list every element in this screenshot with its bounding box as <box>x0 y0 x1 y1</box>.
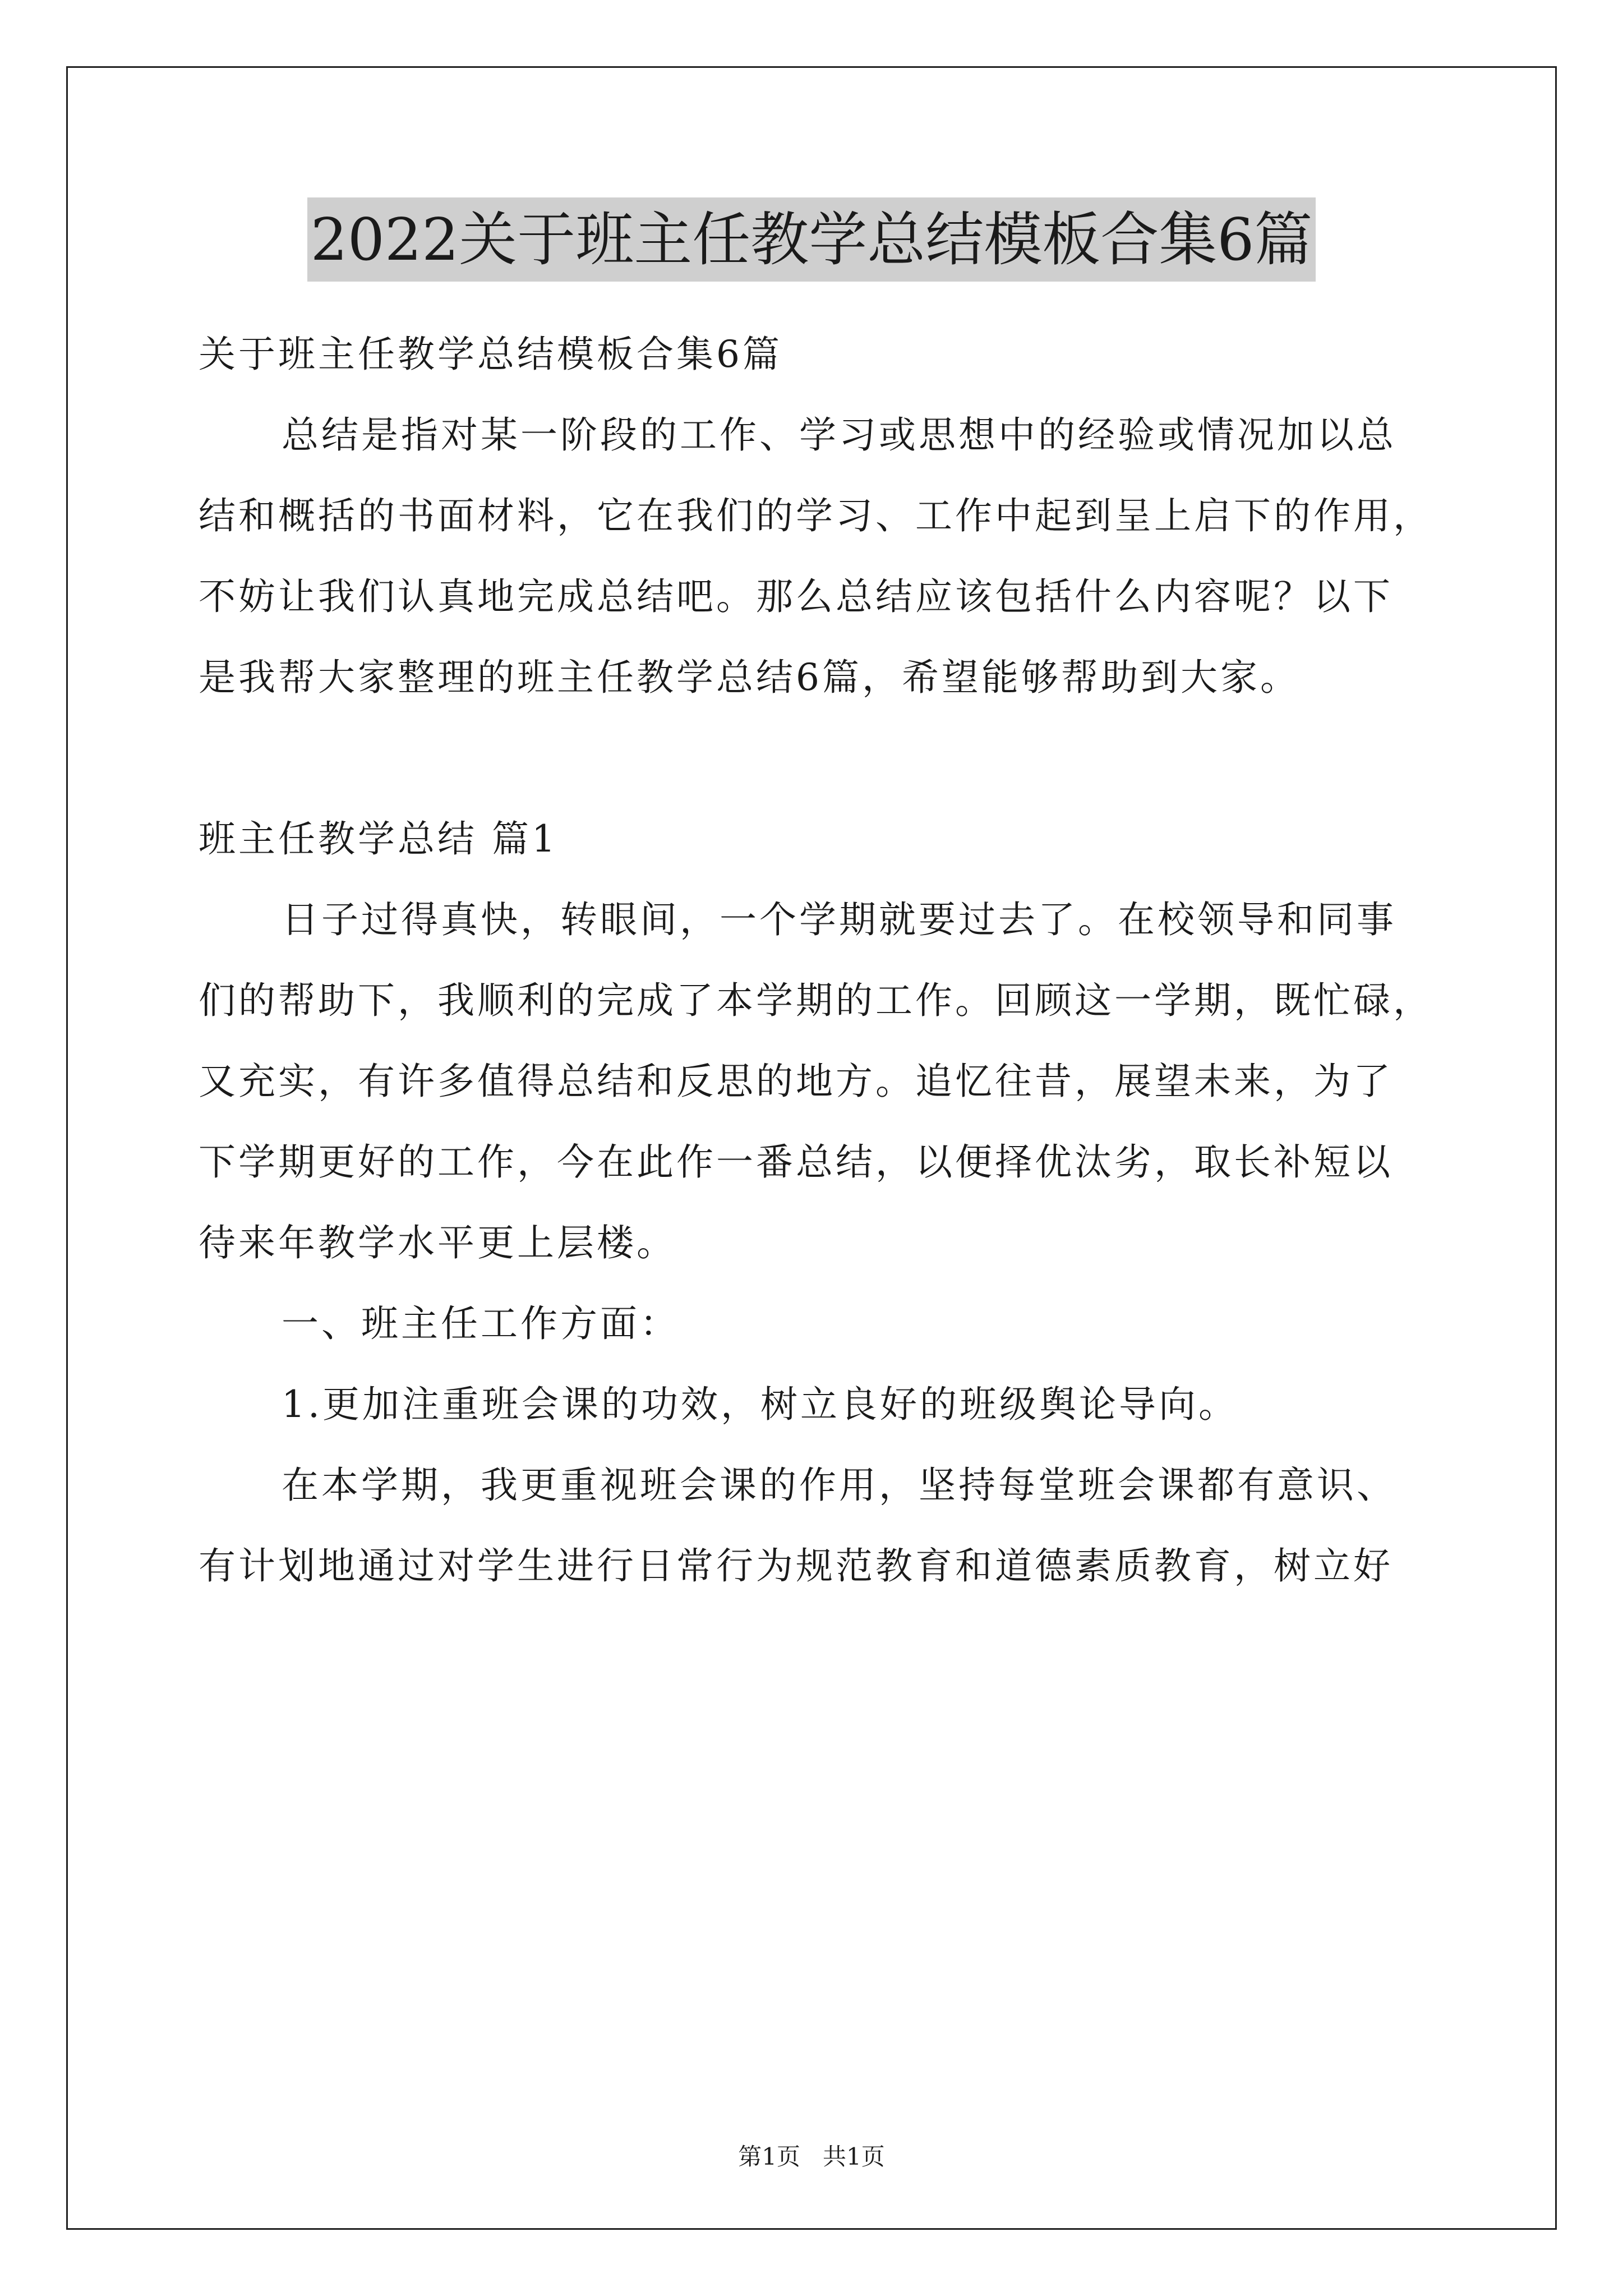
intro-line-4: 是我帮大家整理的班主任教学总结6篇，希望能够帮助到大家。 <box>199 656 1300 699</box>
body-line-5: 待来年教学水平更上层楼。 <box>199 1221 676 1264</box>
body-line-7: 有计划地通过对学生进行日常行为规范教育和道德素质教育，树立好 <box>199 1544 1393 1588</box>
subheading-line: 一、班主任工作方面： <box>282 1302 680 1345</box>
body-line-1: 日子过得真快，转眼间，一个学期就要过去了。在校领导和同事 <box>282 898 1396 941</box>
title-container <box>0 197 1623 282</box>
body-line-4: 下学期更好的工作，今在此作一番总结，以便择优汰劣，取长补短以 <box>199 1140 1393 1184</box>
body-line-2: 们的帮助下，我顺利的完成了本学期的工作。回顾这一学期，既忙碌， <box>199 979 1433 1022</box>
body-line-6: 在本学期，我更重视班会课的作用，坚持每堂班会课都有意识、 <box>282 1464 1396 1507</box>
document-body <box>199 314 1432 1607</box>
paragraph-gap <box>199 718 1432 799</box>
section-heading-1: 班主任教学总结 篇1 <box>199 817 558 861</box>
document-title: 2022关于班主任教学总结模板合集6篇 <box>307 197 1316 282</box>
intro-line-2: 结和概括的书面材料，它在我们的学习、工作中起到呈上启下的作用， <box>199 494 1433 537</box>
body-line-3: 又充实，有许多值得总结和反思的地方。追忆往昔，展望未来，为了 <box>199 1060 1393 1103</box>
intro-line-3: 不妨让我们认真地完成总结吧。那么总结应该包括什么内容呢？以下 <box>199 575 1393 618</box>
subtitle-line: 关于班主任教学总结模板合集6篇 <box>199 333 782 376</box>
intro-line-1: 总结是指对某一阶段的工作、学习或思想中的经验或情况加以总 <box>282 413 1396 457</box>
page-footer: 第1页 共1页 <box>738 2143 885 2170</box>
numbered-item-1: 1.更加注重班会课的功效，树立良好的班级舆论导向。 <box>282 1383 1238 1426</box>
